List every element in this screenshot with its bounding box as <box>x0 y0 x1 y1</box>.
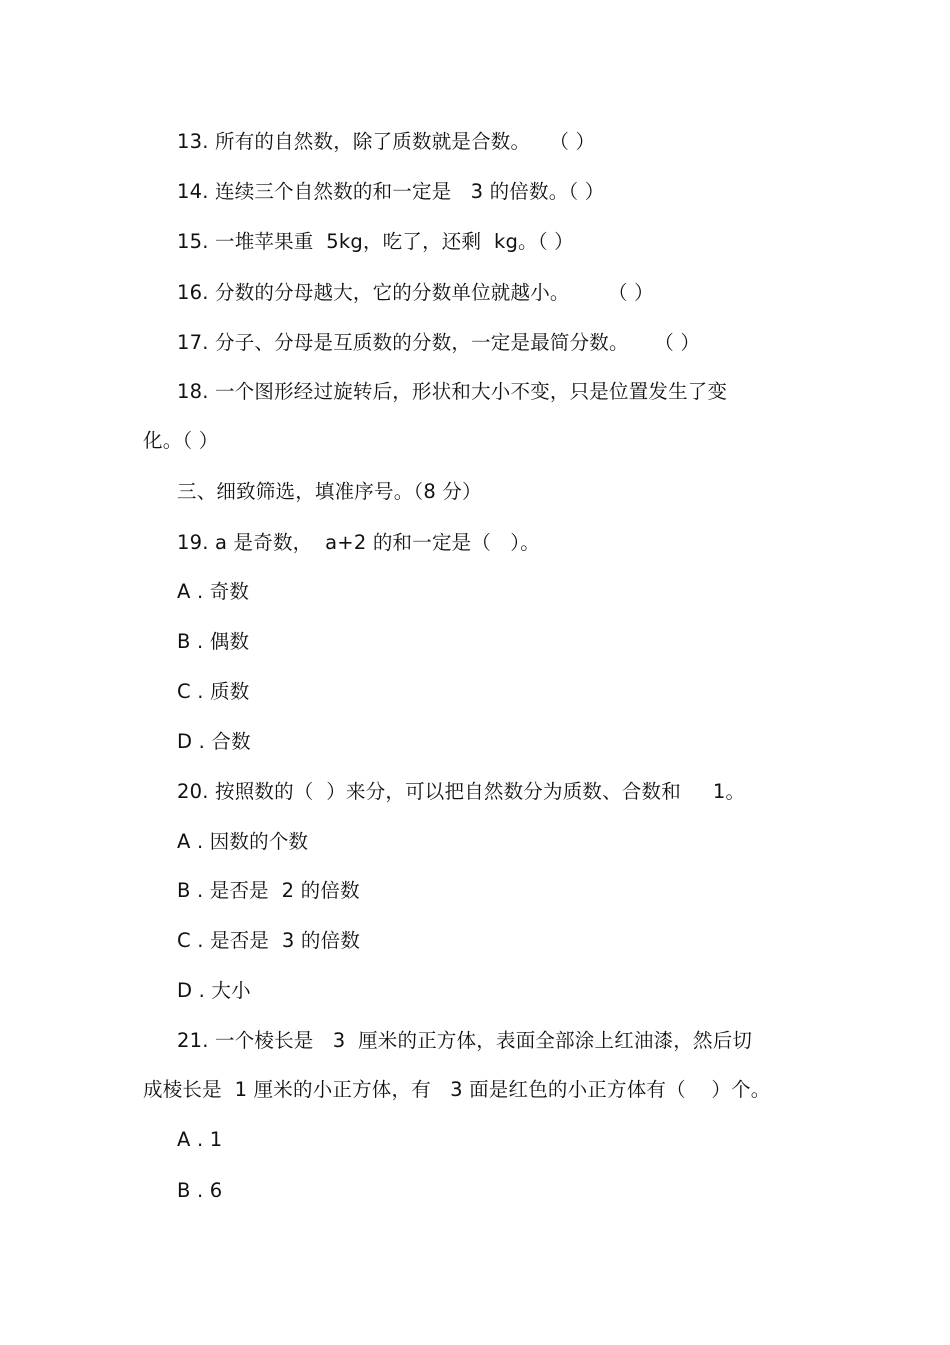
question-13: 13. 所有的自然数，除了质数就是合数。 （ ） <box>177 130 596 153</box>
question-18-line-1: 18. 一个图形经过旋转后，形状和大小不变，只是位置发生了变 <box>177 380 728 403</box>
question-21-line-2: 成棱长是 1 厘米的小正方体，有 3 面是红色的小正方体有（ ）个。 <box>143 1078 771 1101</box>
section-heading: 三、细致筛选，填准序号。（8 分） <box>177 480 482 503</box>
q19-option-b: B . 偶数 <box>177 630 250 653</box>
question-14: 14. 连续三个自然数的和一定是 3 的倍数。（ ） <box>177 180 605 203</box>
q19-option-d: D . 合数 <box>177 730 251 753</box>
question-18-line-2: 化。（ ） <box>143 429 219 452</box>
question-15: 15. 一堆苹果重 5kg，吃了，还剩 kg。（ ） <box>177 230 574 253</box>
q21-option-b: B . 6 <box>177 1179 223 1202</box>
q19-option-c: C . 质数 <box>177 680 250 703</box>
q20-option-c: C . 是否是 3 的倍数 <box>177 929 361 952</box>
question-19: 19. a 是奇数， a+2 的和一定是（ ）。 <box>177 531 540 554</box>
q20-option-a: A . 因数的个数 <box>177 830 309 853</box>
q21-option-a: A . 1 <box>177 1128 223 1151</box>
q20-option-d: D . 大小 <box>177 979 251 1002</box>
question-17: 17. 分子、分母是互质数的分数，一定是最简分数。 （ ） <box>177 331 701 354</box>
q19-option-a: A . 奇数 <box>177 580 250 603</box>
question-21-line-1: 21. 一个棱长是 3 厘米的正方体，表面全部涂上红油漆，然后切 <box>177 1029 753 1052</box>
question-20: 20. 按照数的（ ）来分，可以把自然数分为质数、合数和 1。 <box>177 780 746 803</box>
question-16: 16. 分数的分母越大，它的分数单位就越小。 （ ） <box>177 281 654 304</box>
q20-option-b: B . 是否是 2 的倍数 <box>177 879 360 902</box>
